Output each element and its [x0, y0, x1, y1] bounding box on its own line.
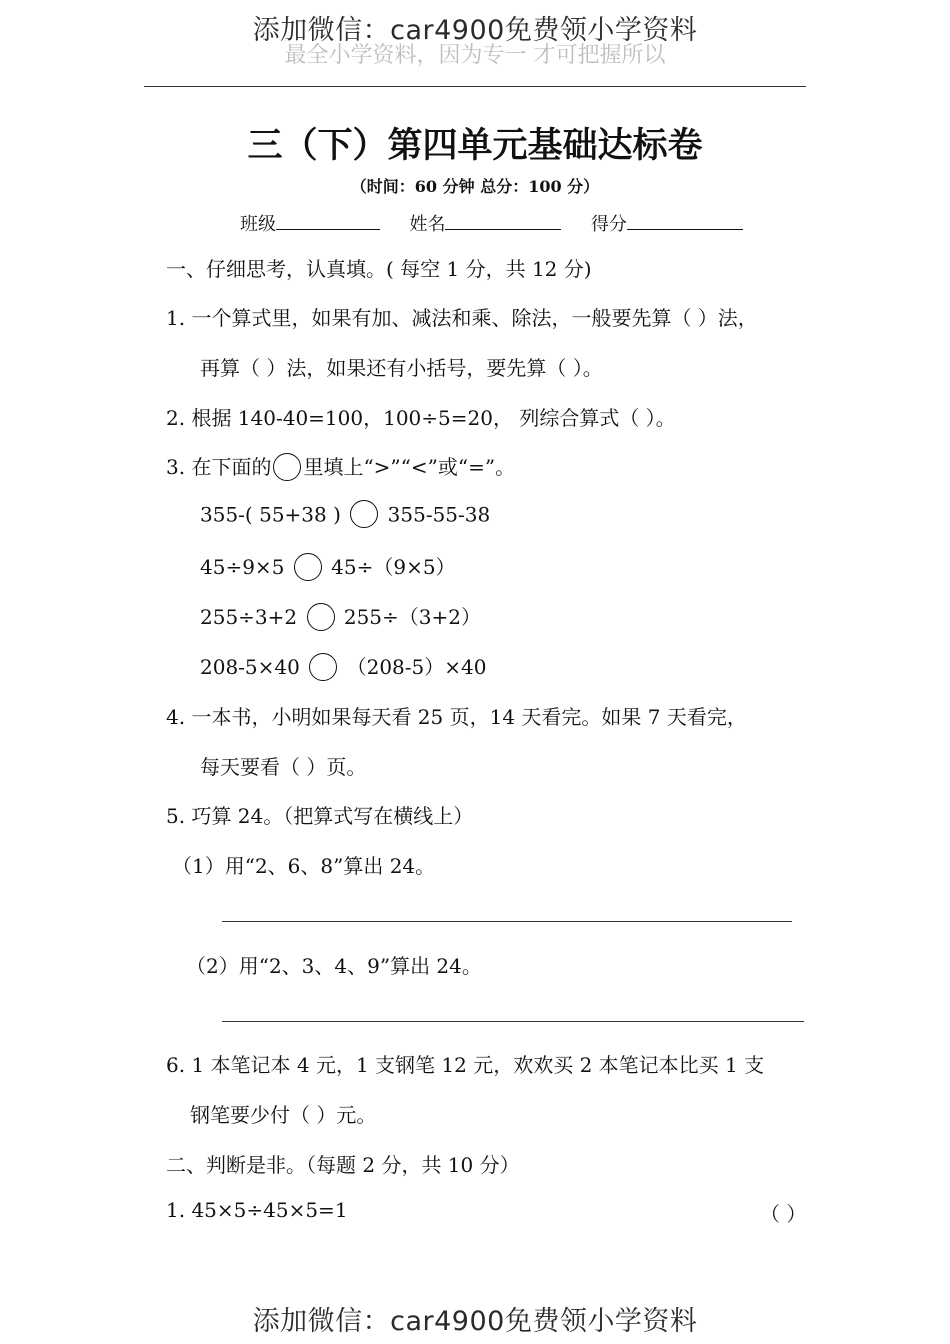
compare-right: （208-5）×40	[346, 655, 487, 679]
question-6-line1: 6. 1 本笔记本 4 元，1 支钢笔 12 元，欢欢买 2 本笔记本比买 1 支	[166, 1053, 765, 1077]
score-label: 得分	[590, 214, 627, 235]
question-5-part1: （1）用“2、6、8”算出 24。	[172, 854, 436, 878]
compare-left: 255÷3+2	[200, 605, 298, 629]
class-label: 班级	[240, 214, 276, 235]
compare-right: 45÷（9×5）	[331, 555, 456, 579]
question-3-text-after: 里填上“>”“<”或“=”。	[303, 455, 516, 479]
page-title: 三（下）第四单元基础达标卷	[247, 126, 703, 166]
question-5: 5. 巧算 24。（把算式写在横线上）	[166, 804, 474, 828]
question-4-line2: 每天要看（ ）页。	[200, 755, 367, 779]
answer-line-5-1[interactable]	[222, 921, 792, 922]
judgment-blank[interactable]: （ ）	[760, 1202, 807, 1226]
question-5-part2: （2）用“2、3、4、9”算出 24。	[186, 954, 482, 978]
question-6-line2: 钢笔要少付（ ）元。	[190, 1103, 377, 1127]
compare-row	[200, 651, 486, 683]
section2-heading: 二、判断是非。（每题 2 分，共 10 分）	[166, 1153, 520, 1177]
question-1-line2: 再算（ ）法，如果还有小括号，要先算（ ）。	[200, 356, 603, 380]
compare-right: 355-55-38	[387, 502, 491, 527]
compare-left: 208-5×40	[200, 655, 300, 679]
question-1-line1: 1. 一个算式里，如果有加、减法和乘、除法，一般要先算（ ）法，	[166, 306, 758, 330]
compare-row	[200, 601, 481, 633]
question-3	[166, 451, 515, 483]
question-2: 2. 根据 140-40=100，100÷5=20， 列综合算式（ ）。	[166, 406, 676, 430]
compare-left: 355-( 55+38 )	[200, 502, 341, 527]
compare-circle[interactable]	[309, 653, 337, 681]
question-4-line1: 4. 一本书，小明如果每天看 25 页，14 天看完。如果 7 天看完，	[166, 705, 747, 729]
class-field[interactable]	[276, 211, 380, 230]
name-field[interactable]	[445, 211, 561, 230]
header-rule	[144, 86, 806, 87]
watermark-top: 添加微信：car4900免费领小学资料	[252, 15, 698, 46]
compare-row	[200, 551, 456, 583]
compare-row	[200, 502, 490, 530]
score-field[interactable]	[627, 211, 743, 230]
header-faded-text: 最全小学资料，因为专一 才可把握所以	[284, 43, 666, 68]
compare-circle[interactable]	[350, 500, 378, 528]
example-circle-icon	[273, 453, 301, 481]
exam-meta: （时间：60 分钟 总分：100 分）	[350, 177, 600, 196]
compare-circle[interactable]	[294, 553, 322, 581]
name-label: 姓名	[409, 214, 446, 235]
section1-heading: 一、仔细思考，认真填。( 每空 1 分，共 12 分)	[166, 257, 592, 281]
compare-right: 255÷（3+2）	[343, 605, 481, 629]
info-fields	[240, 210, 743, 236]
section2-question-1: 1. 45×5÷45×5=1	[166, 1198, 348, 1222]
watermark-bottom: 添加微信：car4900免费领小学资料	[252, 1306, 698, 1337]
question-3-text-before: 3. 在下面的	[166, 455, 272, 479]
answer-line-5-2[interactable]	[222, 1021, 804, 1022]
compare-left: 45÷9×5	[200, 555, 285, 579]
compare-circle[interactable]	[307, 603, 335, 631]
